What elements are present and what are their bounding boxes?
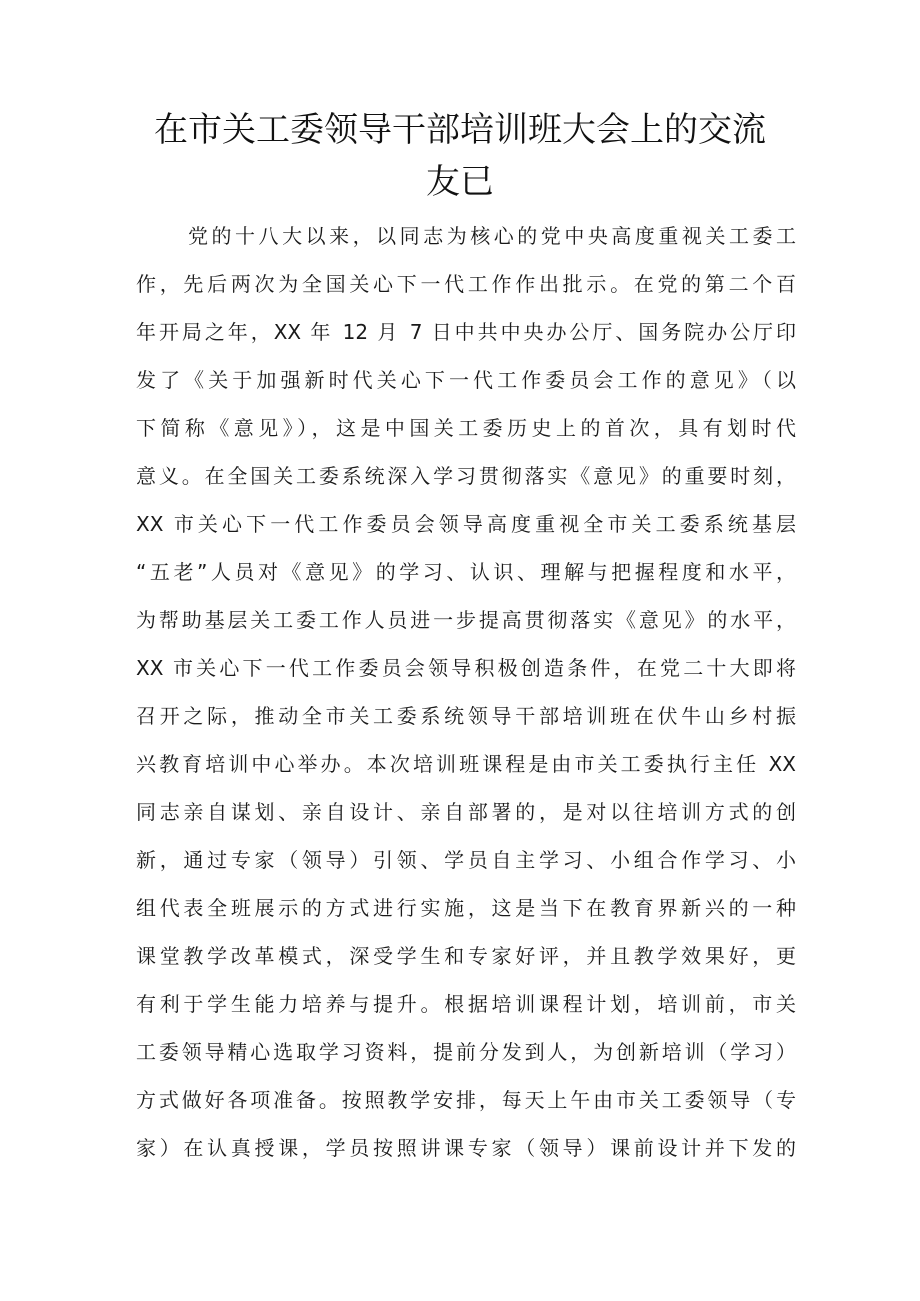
- body-line: XX 市关心下一代工作委员会领导积极创造条件，在党二十大即将: [136, 656, 796, 680]
- body-line: 工委领导精心选取学习资料，提前分发到人，为创新培训（学习）: [136, 1040, 796, 1064]
- body-line: 意义。在全国关工委系统深入学习贯彻落实《意见》的重要时刻，: [136, 464, 796, 488]
- body-line: 下简称《意见》），这是中国关工委历史上的首次，具有划时代: [136, 416, 796, 440]
- body-line: 党的十八大以来，以同志为核心的党中央高度重视关工委工: [188, 224, 796, 248]
- body-line: 同志亲自谋划、亲自设计、亲自部署的，是对以往培训方式的创: [136, 800, 796, 824]
- body-line: 课堂教学改革模式，深受学生和专家好评，并且教学效果好，更: [136, 944, 796, 968]
- body-line: 新，通过专家（领导）引领、学员自主学习、小组合作学习、小: [136, 848, 796, 872]
- body-line: 家）在认真授课，学员按照讲课专家（领导）课前设计并下发的: [136, 1136, 796, 1160]
- document-body: [136, 212, 796, 1172]
- body-line: XX 市关心下一代工作委员会领导高度重视全市关工委系统基层: [136, 512, 796, 536]
- document-title-line-2: 友已: [426, 162, 494, 202]
- body-line: 组代表全班展示的方式进行实施，这是当下在教育界新兴的一种: [136, 896, 796, 920]
- body-line: 兴教育培训中心举办。本次培训班课程是由市关工委执行主任 XX: [136, 752, 796, 776]
- body-line: 有利于学生能力培养与提升。根据培训课程计划，培训前，市关: [136, 992, 796, 1016]
- body-line: 方式做好各项准备。按照教学安排，每天上午由市关工委领导（专: [136, 1088, 796, 1112]
- body-line: 年开局之年，XX 年 12 月 7 日中共中央办公厅、国务院办公厅印: [136, 320, 796, 344]
- body-line: 召开之际，推动全市关工委系统领导干部培训班在伏牛山乡村振: [136, 704, 796, 728]
- document-title-line-1: 在市关工委领导干部培训班大会上的交流: [154, 110, 766, 150]
- body-line: 作，先后两次为全国关心下一代工作作出批示。在党的第二个百: [136, 272, 796, 296]
- body-line: 为帮助基层关工委工作人员进一步提高贯彻落实《意见》的水平，: [136, 608, 796, 632]
- body-line: 发了《关于加强新时代关心下一代工作委员会工作的意见》（以: [136, 368, 796, 392]
- body-line: “五老”人员对《意见》的学习、认识、理解与把握程度和水平，: [136, 560, 796, 584]
